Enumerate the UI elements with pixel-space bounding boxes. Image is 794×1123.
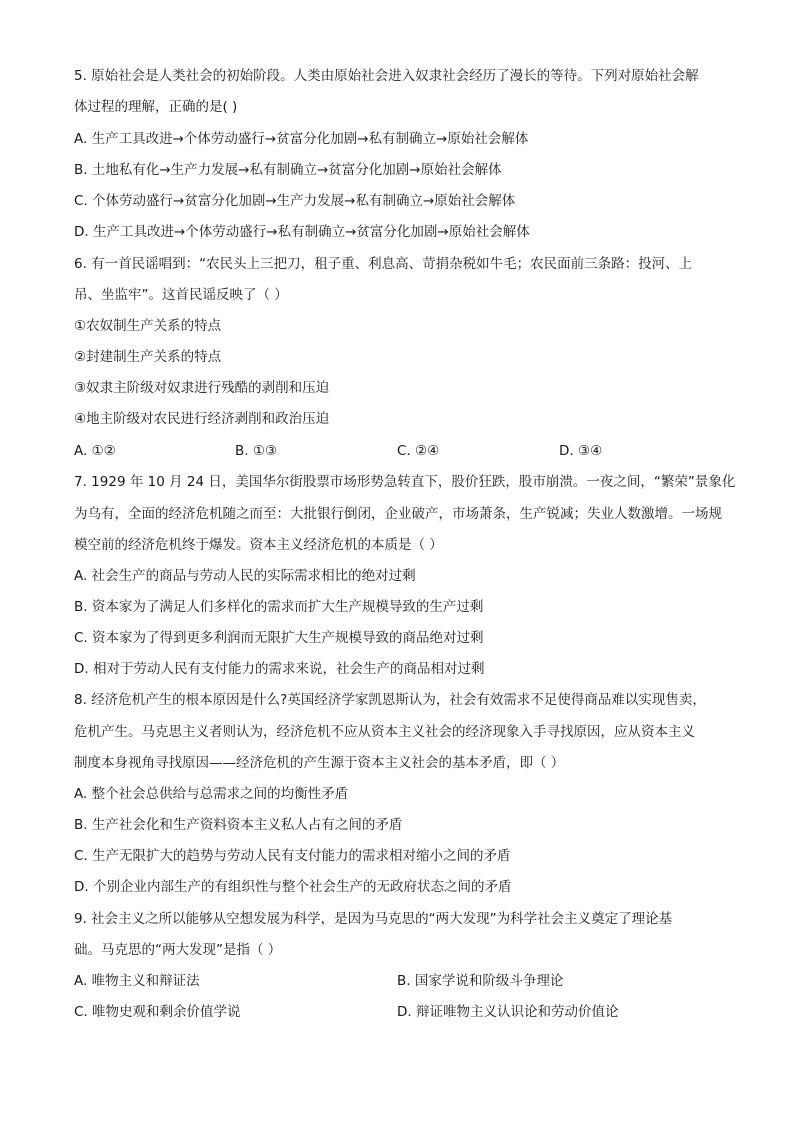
q7-option-d: D. 相对于劳动人民有支付能力的需求来说，社会生产的商品相对过剩 (74, 661, 485, 677)
q8-option-d: D. 个别企业内部生产的有组织性与整个社会生产的无政府状态之间的矛盾 (74, 879, 512, 895)
q7-stem-line1: 7. 1929 年 10 月 24 日，美国华尔街股票市场形势急转直下，股价狂跌，股市崩溃。一夜之间，“繁荣”景象化 (74, 474, 736, 490)
q6-item-4: ④地主阶级对农民进行经济剥削和政治压迫 (74, 411, 330, 427)
q6-item-2: ②封建制生产关系的特点 (74, 349, 222, 365)
q7-stem-line2: 为乌有，全面的经济危机随之而至：大批银行倒闭，企业破产，市场萧条，生产锐减；失业人数激增。一场规 (74, 506, 722, 522)
q9-option-b: B. 国家学说和阶级斗争理论 (397, 973, 564, 989)
q8-stem-line3: 制度本身视角寻找原因——经济危机的产生源于资本主义社会的基本矛盾，即（ ） (74, 755, 565, 771)
q8-stem-line1: 8. 经济危机产生的根本原因是什么?英国经济学家凯恩斯认为，社会有效需求不足使得商品难以实现售卖， (74, 692, 706, 708)
q7-option-a: A. 社会生产的商品与劳动人民的实际需求相比的绝对过剩 (74, 568, 416, 584)
q5-stem-line1: 5. 原始社会是人类社会的初始阶段。人类由原始社会进入奴隶社会经历了漫长的等待。下列对原始社会解 (74, 68, 699, 84)
q5-option-b: B. 土地私有化→生产力发展→私有制确立→贫富分化加剧→原始社会解体 (74, 162, 502, 178)
q9-option-d: D. 辩证唯物主义认识论和劳动价值论 (397, 1004, 619, 1020)
q5-stem-line2: 体过程的理解，正确的是( ) (74, 99, 238, 115)
q6-option-b: B. ①③ (235, 443, 278, 459)
q6-item-1: ①农奴制生产关系的特点 (74, 318, 222, 334)
q7-stem-line3: 模空前的经济危机终于爆发。资本主义经济危机的本质是（ ） (74, 537, 443, 553)
q8-stem-line2: 危机产生。马克思主义者则认为，经济危机不应从资本主义社会的经济现象入手寻找原因，应从资本主义 (74, 724, 695, 740)
q9-stem-line1: 9. 社会主义之所以能够从空想发展为科学，是因为马克思的“两大发现”为科学社会主义奠定了理论基 (74, 911, 673, 927)
q7-option-c: C. 资本家为了得到更多利润而无限扩大生产规模导致的商品绝对过剩 (74, 630, 484, 646)
q6-option-d: D. ③④ (559, 443, 603, 459)
q9-option-c: C. 唯物史观和剩余价值学说 (74, 1004, 241, 1020)
q6-option-c: C. ②④ (397, 443, 440, 459)
q9-option-a: A. 唯物主义和辩证法 (74, 973, 200, 989)
q5-option-c: C. 个体劳动盛行→贫富分化加剧→生产力发展→私有制确立→原始社会解体 (74, 193, 516, 209)
q6-stem-line1: 6. 有一首民谣唱到：“农民头上三把刀，租子重、利息高、苛捐杂税如牛毛；农民面前三条路：投河、上 (74, 256, 693, 272)
q8-option-b: B. 生产社会化和生产资料资本主义私人占有之间的矛盾 (74, 817, 403, 833)
q6-item-3: ③奴隶主阶级对奴隶进行残酷的剥削和压迫 (74, 380, 330, 396)
q9-stem-line2: 础。马克思的“两大发现”是指（ ） (74, 942, 282, 958)
q5-option-a: A. 生产工具改进→个体劳动盛行→贫富分化加剧→私有制确立→原始社会解体 (74, 131, 529, 147)
q5-option-d: D. 生产工具改进→个体劳动盛行→私有制确立→贫富分化加剧→原始社会解体 (74, 224, 530, 240)
q8-option-c: C. 生产无限扩大的趋势与劳动人民有支付能力的需求相对缩小之间的矛盾 (74, 848, 511, 864)
q6-option-a: A. ①② (74, 443, 116, 459)
q6-stem-line2: 吊、坐监牢”。这首民谣反映了（ ） (74, 287, 288, 303)
q8-option-a: A. 整个社会总供给与总需求之间的均衡性矛盾 (74, 786, 349, 802)
q7-option-b: B. 资本家为了满足人们多样化的需求而扩大生产规模导致的生产过剩 (74, 599, 484, 615)
